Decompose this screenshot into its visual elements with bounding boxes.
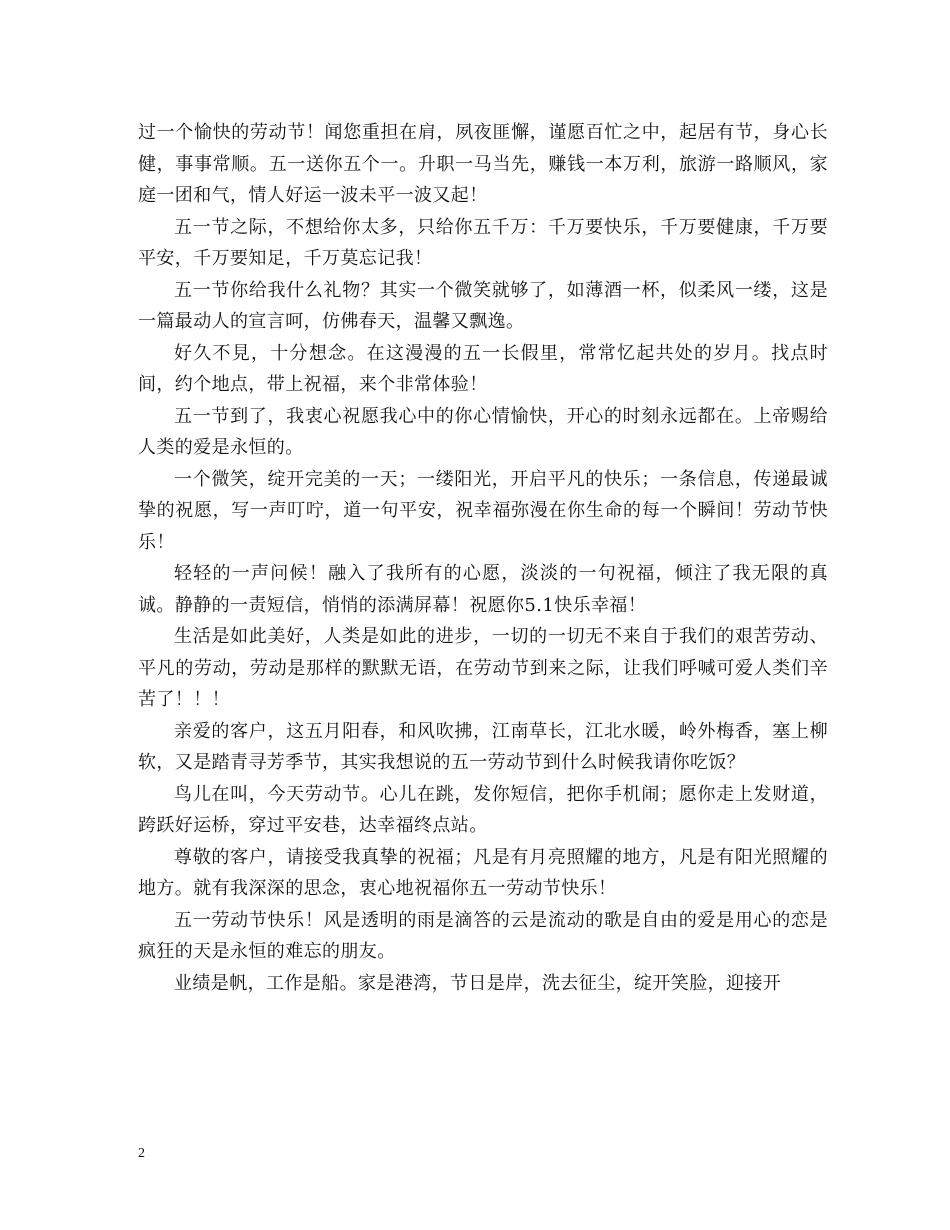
- paragraph: 亲爱的客户，这五月阳春，和风吹拂，江南草长，江北水暖，岭外梅香，塞上柳软，又是踏青寻芳季节，其实我想说的五一劳动节到什么时候我请你吃饭？: [138, 720, 828, 773]
- paragraph: 五一节之际，不想给你太多，只给你五千万：千万要快乐，千万要健康，千万要平安，千万要知足，千万莫忘记我！: [138, 216, 828, 269]
- paragraph: 好久不見，十分想念。在这漫漫的五一长假里，常常忆起共处的岁月。找点时间，约个地点，带上祝福，来个非常体验！: [138, 342, 828, 395]
- paragraph: 轻轻的一声问候！融入了我所有的心愿，淡淡的一句祝福，倾注了我无限的真诚。静静的一责短信，悄悄的添满屏幕！祝愿你5.1快乐幸福！: [138, 563, 828, 616]
- paragraph: 尊敬的客户，请接受我真挚的祝福；凡是有月亮照耀的地方，凡是有阳光照耀的地方。就有我深深的思念，衷心地祝福你五一劳动节快乐！: [138, 846, 828, 899]
- paragraph: 五一节你给我什么礼物？其实一个微笑就够了，如薄酒一杯，似柔风一缕，这是一篇最动人的宣言呵，仿佛春天，温馨又飘逸。: [138, 279, 828, 332]
- paragraph: 鸟儿在叫，今天劳动节。心儿在跳，发你短信，把你手机闹；愿你走上发财道，跨跃好运桥，穿过平安巷，达幸福终点站。: [138, 783, 828, 836]
- paragraph: 业绩是帆，工作是船。家是港湾，节日是岸，洗去征尘，绽开笑脸，迎接开: [174, 972, 782, 994]
- paragraph: 五一劳动节快乐！风是透明的雨是滴答的云是流动的歌是自由的爱是用心的恋是疯狂的天是永恒的难忘的朋友。: [138, 909, 828, 962]
- paragraph: 五一节到了，我衷心祝愿我心中的你心情愉快，开心的时刻永远都在。上帝赐给人类的爱是永恒的。: [138, 405, 828, 458]
- document-body: [138, 117, 828, 999]
- page-number: 2: [138, 1146, 145, 1161]
- paragraph: 生活是如此美好，人类是如此的进步，一切的一切无不来自于我们的艰苦劳动、平凡的劳动，劳动是那样的默默无语，在劳动节到来之际，让我们呼喊可爱人类们辛苦了！！！: [138, 626, 828, 710]
- paragraph: 一个微笑，绽开完美的一天；一缕阳光，开启平凡的快乐；一条信息，传递最诚挚的祝愿，写一声叮咛，道一句平安，祝幸福弥漫在你生命的每一个瞬间！劳动节快乐！: [138, 468, 828, 553]
- paragraph-continuation: 过一个愉快的劳动节！闻您重担在肩，夙夜匪懈，谨愿百忙之中，起居有节，身心长健，事事常顺。五一送你五个一。升职一马当先，赚钱一本万利，旅游一路顺风，家庭一团和气，情人好运一波未平一波又起！: [138, 122, 828, 206]
